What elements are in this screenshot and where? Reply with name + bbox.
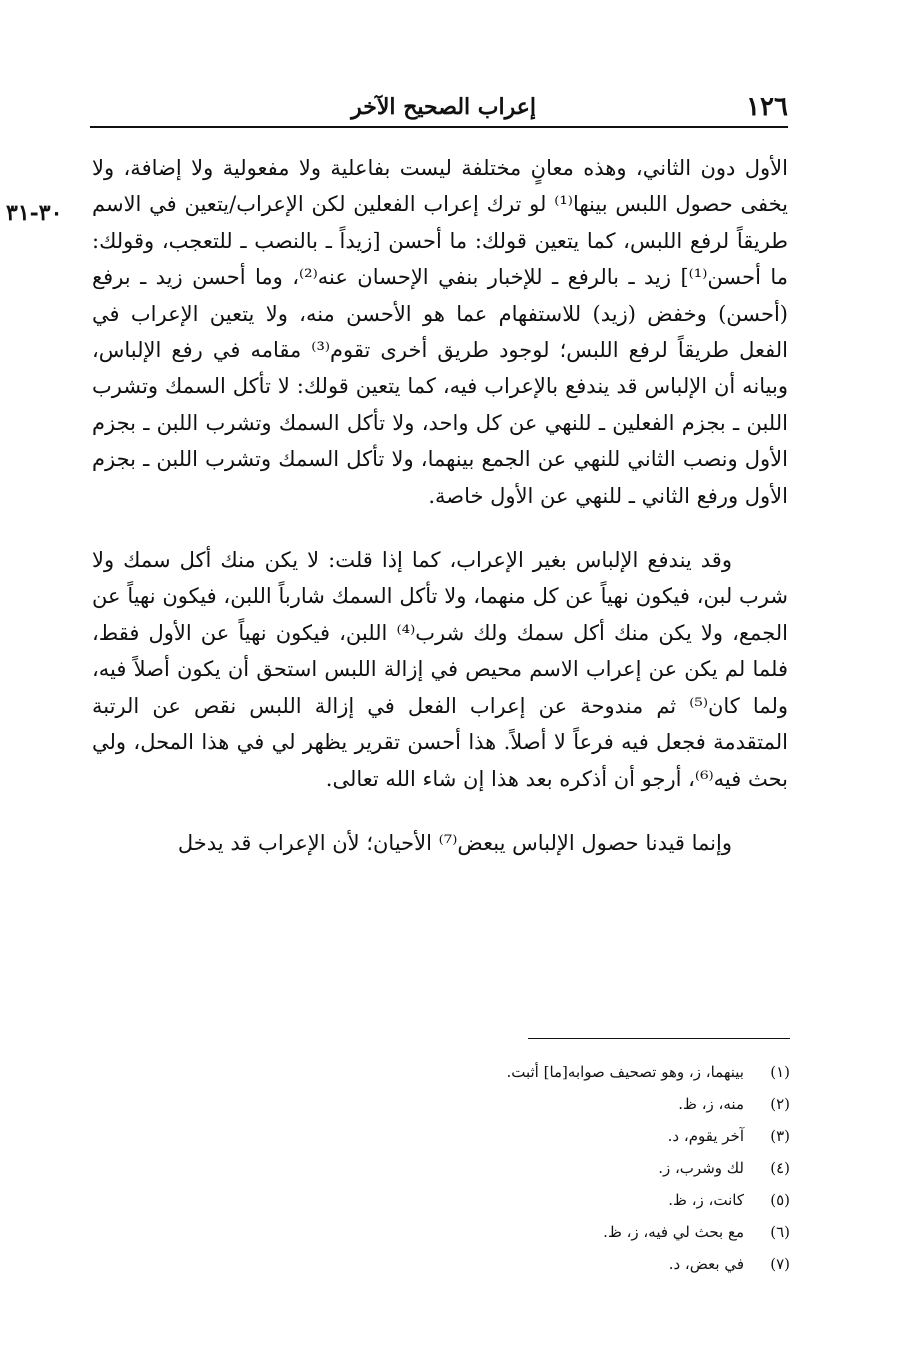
footnote-text: بينهما، ز، وهو تصحيف صوابه[ما] أثبت. (506, 1063, 744, 1081)
footnote-text: منه، ز، ظ. (678, 1095, 744, 1113)
footnote-7 (330, 1248, 790, 1280)
footnote-3 (330, 1120, 790, 1152)
footnote-text: في بعض، د. (668, 1255, 744, 1273)
footnote-text: لك وشرب، ز. (658, 1159, 744, 1177)
margin-note: ٣٠-٣١ (6, 200, 63, 226)
footnote-number: (٥) (770, 1191, 790, 1209)
paragraph-1: الأول دون الثاني، وهذه معانٍ مختلفة ليست بفاعلية ولا مفعولية ولا إضافة، ولا يخفى حصول اللبس بينها⁽¹⁾ لو ترك إعراب الفعلين لكن الإعراب/يتعين في الاسم طريقاً لرفع اللبس، كما يتعين قولك: ما أحسن [زيداً ـ بالنصب ـ للتعجب، وقولك: ما أحسن⁽¹⁾] زيد ـ بالرفع ـ للإخبار بنفي الإحسان عنه⁽²⁾، وما أحسن زيد ـ برفع (أحسن) وخفض (زيد) للاستفهام عما هو الأحسن منه، ولا يتعين الإعراب في الفعل طريقاً لرفع اللبس؛ لوجود طريق أخرى تقوم⁽³⁾ مقامه في رفع الإلباس، وبيانه أن الإلباس قد يندفع بالإعراب فيه، كما يتعين قولك: لا تأكل السمك وتشرب اللبن ـ بجزم الفعلين ـ للنهي عن كل واحد، ولا تأكل السمك وتشرب اللبن ـ بجزم الأول ونصب الثاني للنهي عن الجمع بينهما، ولا تأكل السمك وتشرب اللبن ـ بجزم الأول ورفع الثاني ـ للنهي عن الأول خاصة. (92, 156, 788, 508)
page-number: ١٢٦ (746, 92, 788, 122)
footnote-1 (330, 1056, 790, 1088)
footnote-number: (٢) (770, 1095, 790, 1113)
main-text (92, 150, 788, 861)
footnote-5 (330, 1184, 790, 1216)
footnote-number: (٣) (770, 1127, 790, 1145)
footnote-number: (٦) (770, 1223, 790, 1241)
footnote-text: مع بحث لي فيه، ز، ظ. (603, 1223, 744, 1241)
footnote-separator (528, 1038, 790, 1039)
footnote-number: (١) (770, 1063, 790, 1081)
paragraph-2: وقد يندفع الإلباس بغير الإعراب، كما إذا قلت: لا يكن منك أكل سمك ولا شرب لبن، فيكون نهياً عن كل منهما، ولا تأكل السمك شارباً اللبن، فيكون نهياً عن الجمع، ولا يكن منك أكل سمك ولك شرب⁽⁴⁾ اللبن، فيكون نهياً عن الأول فقط، فلما لم يكن عن إعراب الاسم محيص في إزالة اللبس استحق أن يكون أصلاً فيه، ولما كان⁽⁵⁾ ثم مندوحة عن إعراب الفعل في إزالة اللبس نقص عن الرتبة المتقدمة فجعل فيه فرعاً لا أصلاً. هذا أحسن تقرير يظهر لي في هذا المحل، ولي بحث فيه⁽⁶⁾، أرجو أن أذكره بعد هذا إن شاء الله تعالى. (92, 548, 788, 791)
page-header (90, 88, 788, 128)
footnote-6 (330, 1216, 790, 1248)
footnote-2 (330, 1088, 790, 1120)
footnote-number: (٧) (770, 1255, 790, 1273)
running-title: إعراب الصحيح الآخر (351, 94, 536, 120)
paragraph-3: وإنما قيدنا حصول الإلباس يبعض⁽⁷⁾ الأحيان؛ لأن الإعراب قد يدخل (177, 830, 732, 855)
footnote-text: كانت، ز، ظ. (668, 1191, 744, 1209)
footnote-4 (330, 1152, 790, 1184)
footnote-text: آخر يقوم، د. (667, 1127, 744, 1145)
footnotes (330, 1056, 790, 1280)
footnote-number: (٤) (770, 1159, 790, 1177)
